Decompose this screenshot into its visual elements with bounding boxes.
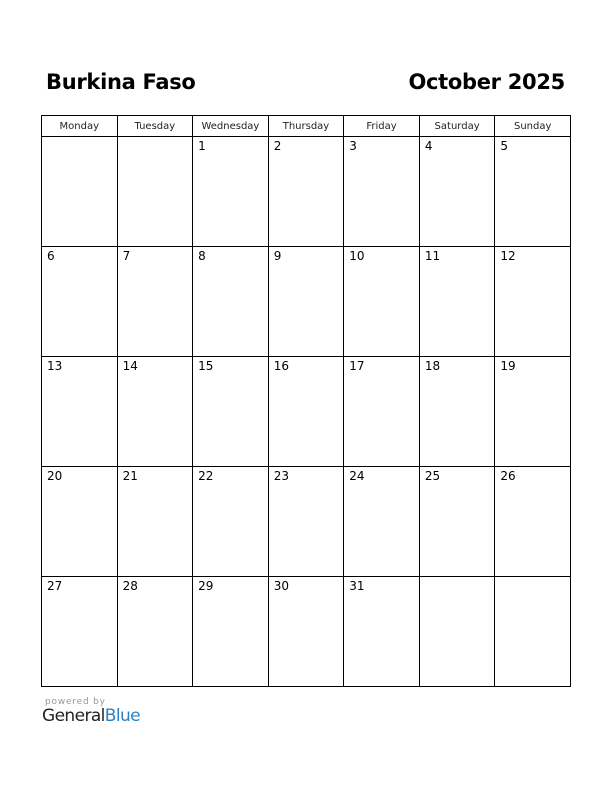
day-cell: [419, 137, 495, 247]
day-cell: [268, 247, 344, 357]
brand-general: General: [42, 706, 105, 726]
day-number: [118, 137, 193, 139]
day-number: 29: [198, 579, 214, 593]
week-row: [42, 137, 571, 247]
day-cell: [117, 467, 193, 577]
day-cell: [193, 137, 269, 247]
day-number: 13: [47, 359, 63, 373]
day-cell: [268, 357, 344, 467]
day-cell: [268, 467, 344, 577]
day-number: 27: [47, 579, 63, 593]
day-cell: [117, 137, 193, 247]
day-cell: [344, 357, 420, 467]
week-row: [42, 467, 571, 577]
country-title: Burkina Faso: [46, 70, 196, 94]
day-number: 28: [122, 579, 138, 593]
day-number: 12: [500, 249, 516, 263]
day-number: 26: [500, 469, 516, 483]
day-cell: [42, 247, 118, 357]
day-number: 8: [198, 249, 206, 263]
day-number: 21: [122, 469, 138, 483]
day-number: 25: [424, 469, 441, 483]
day-cell: [42, 137, 118, 247]
day-number: 16: [273, 359, 289, 373]
weekday-thursday: Thursday: [268, 116, 344, 137]
day-number: 18: [424, 359, 441, 373]
weekday-monday: Monday: [42, 116, 118, 137]
day-number: 24: [349, 469, 365, 483]
day-number: 11: [424, 249, 441, 263]
day-number: 5: [500, 139, 509, 153]
month-year-title: October 2025: [408, 70, 565, 94]
day-cell: [419, 577, 495, 687]
generalblue-logo: [42, 706, 140, 726]
day-cell: [193, 247, 269, 357]
day-number: 22: [198, 469, 214, 483]
weekday-sunday: Sunday: [495, 116, 571, 137]
week-row: [42, 357, 571, 467]
day-cell: [193, 577, 269, 687]
day-cell: [42, 467, 118, 577]
day-cell: [419, 467, 495, 577]
day-cell: [268, 577, 344, 687]
day-cell: [344, 577, 420, 687]
day-number: 10: [349, 249, 365, 263]
weekday-tuesday: Tuesday: [117, 116, 193, 137]
day-cell: [344, 247, 420, 357]
day-cell: [117, 357, 193, 467]
day-cell: [193, 357, 269, 467]
day-number: 2: [273, 139, 282, 153]
day-cell: [419, 357, 495, 467]
day-number: 14: [122, 359, 138, 373]
day-number: 31: [349, 579, 365, 593]
day-cell: [42, 357, 118, 467]
weekday-header-row: [42, 116, 571, 137]
day-cell: [117, 577, 193, 687]
day-number: 4: [424, 139, 433, 153]
calendar-grid: [41, 115, 571, 687]
day-cell: [344, 137, 420, 247]
day-number: 30: [273, 579, 289, 593]
day-cell: [495, 467, 571, 577]
day-number: 3: [349, 139, 357, 153]
day-number: 6: [47, 249, 55, 263]
day-cell: [344, 467, 420, 577]
day-number: 15: [198, 359, 214, 373]
weekday-saturday: Saturday: [419, 116, 495, 137]
day-number: 19: [500, 359, 516, 373]
powered-by-label: powered by: [45, 697, 106, 707]
day-number: 7: [122, 249, 131, 263]
day-number: 23: [273, 469, 289, 483]
day-number: 17: [349, 359, 365, 373]
day-cell: [268, 137, 344, 247]
footer-branding: [42, 697, 140, 726]
day-number: 1: [198, 139, 206, 153]
day-number: [495, 577, 570, 579]
day-cell: [117, 247, 193, 357]
weekday-friday: Friday: [344, 116, 420, 137]
day-number: 20: [47, 469, 63, 483]
day-cell: [495, 357, 571, 467]
day-cell: [495, 137, 571, 247]
day-number: 9: [273, 249, 282, 263]
day-cell: [193, 467, 269, 577]
day-number: [42, 137, 117, 139]
day-cell: [42, 577, 118, 687]
week-row: [42, 577, 571, 687]
day-cell: [495, 577, 571, 687]
brand-blue: Blue: [104, 706, 141, 726]
day-cell: [419, 247, 495, 357]
day-cell: [495, 247, 571, 357]
weekday-wednesday: Wednesday: [193, 116, 269, 137]
day-number: [420, 577, 495, 579]
week-row: [42, 247, 571, 357]
